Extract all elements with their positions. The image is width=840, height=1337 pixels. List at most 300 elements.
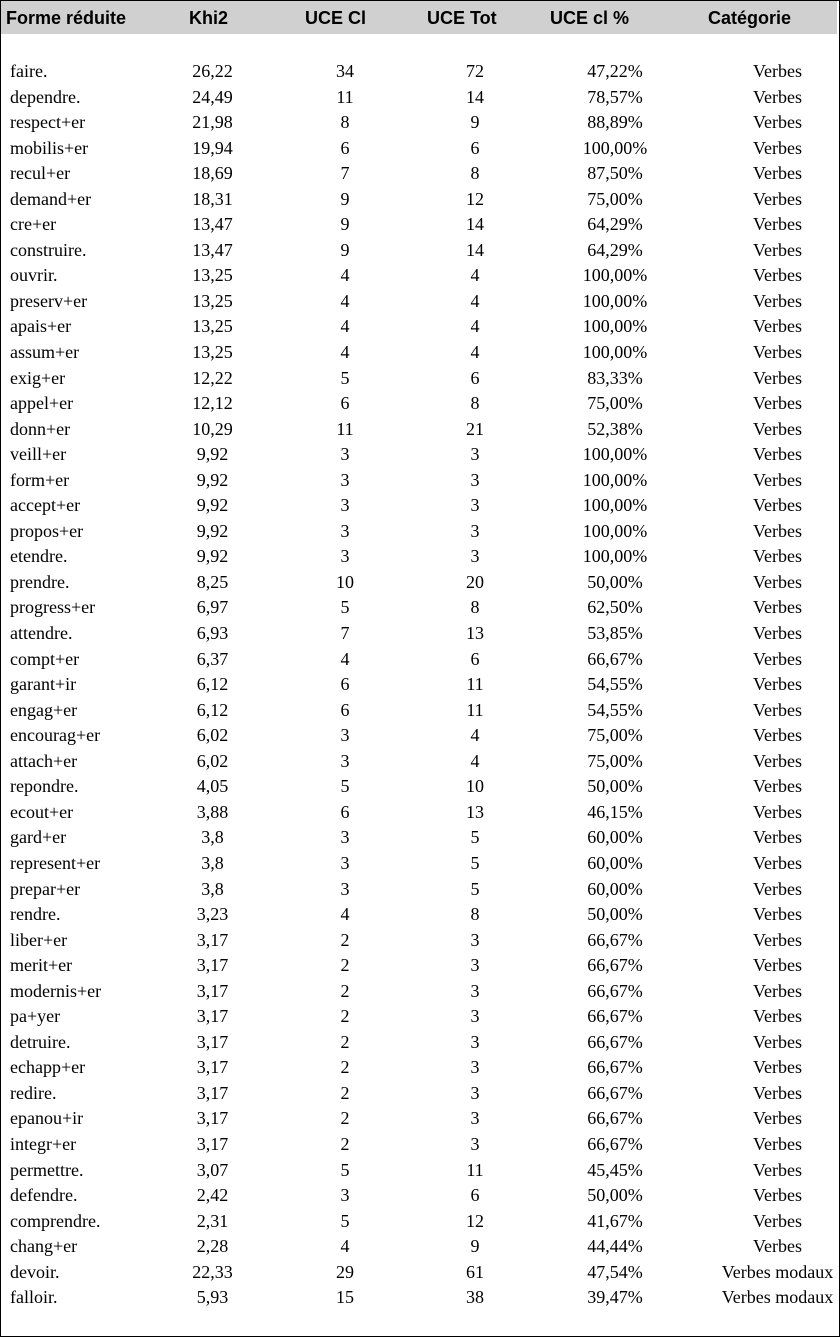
cell-khi2: 9,92 [196,495,229,516]
cell-uce-tot: 4 [470,342,480,363]
cell-khi2: 3,17 [196,1006,229,1027]
table-row [0,391,840,417]
cell-forme: form+er [10,469,70,490]
cell-categorie: Verbes [753,137,802,158]
cell-uce-cl-pct: 83,33% [587,367,643,388]
cell-categorie: Verbes [753,342,802,363]
table-row [0,1132,840,1158]
cell-categorie: Verbes [753,597,802,618]
cell-uce-cl: 4 [340,265,350,286]
cell-khi2: 3,07 [196,1159,229,1180]
table-row [0,314,840,340]
cell-uce-tot: 11 [466,699,484,720]
cell-forme: recul+er [10,163,71,184]
cell-khi2: 6,12 [196,699,229,720]
cell-uce-cl-pct: 60,00% [587,852,643,873]
cell-uce-tot: 3 [470,1006,480,1027]
cell-forme: veill+er [10,444,67,465]
cell-categorie: Verbes [753,750,802,771]
cell-forme: chang+er [10,1236,78,1257]
cell-uce-cl: 6 [340,801,350,822]
cell-categorie: Verbes [753,214,802,235]
cell-uce-cl-pct: 100,00% [582,342,648,363]
cell-uce-cl-pct: 66,67% [587,1082,643,1103]
header-categorie: Catégorie [708,8,792,28]
cell-uce-cl-pct: 66,67% [587,929,643,950]
cell-forme: encourag+er [10,725,101,746]
cell-uce-cl-pct: 100,00% [582,495,648,516]
cell-khi2: 22,33 [192,1261,233,1282]
table-row [0,161,840,187]
table-row [0,647,840,673]
cell-uce-tot: 5 [470,852,480,873]
cell-uce-cl: 4 [340,290,350,311]
table-row [0,825,840,851]
cell-forme: construire. [10,239,87,260]
cell-categorie: Verbes [753,367,802,388]
cell-uce-cl: 6 [340,674,350,695]
cell-categorie: Verbes [753,852,802,873]
cell-categorie: Verbes [753,904,802,925]
cell-categorie: Verbes [753,1236,802,1257]
cell-forme: preserv+er [10,290,88,311]
cell-categorie: Verbes [753,699,802,720]
cell-forme: ouvrir. [10,265,58,286]
cell-khi2: 3,8 [201,852,224,873]
cell-khi2: 3,17 [196,1031,229,1052]
cell-categorie: Verbes [753,725,802,746]
cell-khi2: 13,47 [192,239,233,260]
cell-uce-cl-pct: 66,67% [587,1031,643,1052]
cell-categorie: Verbes [753,980,802,1001]
cell-uce-tot: 4 [470,290,480,311]
cell-uce-tot: 8 [470,597,480,618]
cell-categorie: Verbes [753,1185,802,1206]
table-row [0,1260,840,1286]
table-row [0,1055,840,1081]
cell-khi2: 2,42 [196,1185,229,1206]
cell-uce-tot: 6 [470,648,480,669]
cell-categorie: Verbes [753,878,802,899]
table-row [0,442,840,468]
cell-uce-cl: 5 [340,776,350,797]
cell-categorie: Verbes modaux [721,1287,834,1308]
header-uce-cl: UCE Cl [305,8,367,28]
table-row [0,698,840,724]
cell-uce-cl: 3 [340,546,350,567]
cell-categorie: Verbes [753,776,802,797]
cell-forme: assum+er [10,342,80,363]
data-table [0,59,840,1311]
cell-khi2: 13,25 [192,316,233,337]
cell-uce-tot: 11 [466,674,484,695]
cell-uce-cl-pct: 66,67% [587,1006,643,1027]
table-row [0,366,840,392]
cell-uce-cl: 3 [340,878,350,899]
cell-forme: liber+er [10,929,68,950]
table-row [0,1158,840,1184]
cell-categorie: Verbes [753,1006,802,1027]
cell-forme: attendre. [10,623,73,644]
cell-uce-cl: 2 [340,1133,350,1154]
cell-forme: rendre. [10,904,61,925]
cell-uce-cl: 3 [340,725,350,746]
cell-uce-tot: 3 [470,469,480,490]
cell-categorie: Verbes [753,1133,802,1154]
cell-uce-cl-pct: 66,67% [587,1108,643,1129]
cell-khi2: 6,37 [196,648,229,669]
cell-forme: modernis+er [10,980,102,1001]
cell-khi2: 9,92 [196,469,229,490]
cell-uce-cl-pct: 100,00% [582,290,648,311]
cell-categorie: Verbes [753,86,802,107]
cell-categorie: Verbes [753,648,802,669]
cell-uce-tot: 6 [470,367,480,388]
cell-uce-tot: 5 [470,878,480,899]
cell-forme: garant+ir [10,674,77,695]
cell-khi2: 12,22 [192,367,233,388]
cell-forme: prepar+er [10,878,81,899]
cell-uce-cl-pct: 64,29% [587,214,643,235]
cell-categorie: Verbes [753,1210,802,1231]
cell-uce-tot: 13 [466,801,484,822]
cell-uce-tot: 14 [466,239,484,260]
cell-uce-cl: 3 [340,750,350,771]
cell-uce-cl: 9 [340,214,350,235]
cell-uce-cl: 6 [340,393,350,414]
table-row [0,544,840,570]
cell-forme: epanou+ir [10,1108,84,1129]
cell-uce-cl: 10 [336,571,354,592]
table-row [0,1081,840,1107]
cell-uce-cl-pct: 100,00% [582,316,648,337]
cell-categorie: Verbes [753,444,802,465]
table-row [0,800,840,826]
cell-khi2: 13,25 [192,342,233,363]
table-row [0,851,840,877]
cell-uce-tot: 3 [470,495,480,516]
cell-uce-tot: 12 [466,1210,484,1231]
cell-uce-tot: 9 [470,112,480,133]
cell-forme: exig+er [10,367,66,388]
table-row [0,749,840,775]
table-row [0,136,840,162]
cell-uce-cl: 4 [340,904,350,925]
cell-uce-tot: 8 [470,393,480,414]
cell-forme: prendre. [10,571,70,592]
cell-forme: gard+er [10,827,67,848]
cell-forme: devoir. [10,1261,60,1282]
cell-khi2: 6,02 [196,725,229,746]
cell-uce-tot: 4 [470,750,480,771]
cell-uce-cl-pct: 39,47% [587,1287,643,1308]
cell-khi2: 9,92 [196,444,229,465]
cell-categorie: Verbes [753,393,802,414]
cell-khi2: 3,23 [196,904,229,925]
cell-categorie: Verbes [753,61,802,81]
cell-forme: repondre. [10,776,79,797]
cell-uce-tot: 6 [470,1185,480,1206]
cell-uce-cl-pct: 44,44% [587,1236,643,1257]
cell-uce-tot: 3 [470,1108,480,1129]
cell-khi2: 9,92 [196,520,229,541]
cell-categorie: Verbes [753,112,802,133]
cell-categorie: Verbes [753,188,802,209]
table-row [0,877,840,903]
cell-uce-cl: 4 [340,316,350,337]
cell-khi2: 8,25 [196,571,229,592]
cell-uce-cl: 15 [336,1287,354,1308]
cell-uce-cl: 4 [340,648,350,669]
cell-uce-cl-pct: 60,00% [587,827,643,848]
cell-forme: compt+er [10,648,80,669]
cell-uce-tot: 3 [470,546,480,567]
cell-forme: echapp+er [10,1057,86,1078]
table-row [0,723,840,749]
table-row [0,417,840,443]
cell-uce-cl-pct: 100,00% [582,265,648,286]
table-row [0,110,840,136]
cell-khi2: 3,88 [196,801,229,822]
cell-uce-cl-pct: 50,00% [587,904,643,925]
cell-categorie: Verbes [753,520,802,541]
cell-uce-tot: 4 [470,265,480,286]
cell-uce-tot: 3 [470,1133,480,1154]
header-forme-reduite: Forme réduite [6,8,127,28]
cell-uce-cl: 4 [340,1236,350,1257]
table-row [0,85,840,111]
table-row [0,289,840,315]
cell-uce-tot: 3 [470,1082,480,1103]
cell-forme: faire. [10,61,48,81]
table-row [0,570,840,596]
cell-uce-tot: 3 [470,980,480,1001]
cell-forme: comprendre. [10,1210,101,1231]
cell-khi2: 19,94 [192,137,233,158]
cell-uce-tot: 21 [466,418,484,439]
cell-khi2: 2,31 [196,1210,229,1231]
cell-khi2: 3,8 [201,878,224,899]
cell-khi2: 21,98 [192,112,233,133]
cell-categorie: Verbes [753,469,802,490]
cell-categorie: Verbes [753,955,802,976]
cell-categorie: Verbes [753,571,802,592]
cell-categorie: Verbes [753,418,802,439]
table-row [0,212,840,238]
cell-uce-tot: 5 [470,827,480,848]
cell-khi2: 3,17 [196,980,229,1001]
cell-forme: progress+er [10,597,96,618]
cell-khi2: 3,17 [196,1108,229,1129]
cell-khi2: 3,17 [196,1057,229,1078]
cell-uce-cl-pct: 100,00% [582,469,648,490]
cell-uce-tot: 13 [466,623,484,644]
table-row [0,1183,840,1209]
cell-khi2: 3,8 [201,827,224,848]
cell-khi2: 5,93 [196,1287,229,1308]
cell-uce-tot: 4 [470,725,480,746]
cell-uce-cl-pct: 54,55% [587,699,643,720]
cell-uce-tot: 9 [470,1236,480,1257]
cell-uce-cl: 2 [340,1031,350,1052]
cell-khi2: 3,17 [196,1082,229,1103]
cell-uce-tot: 8 [470,904,480,925]
table-row [0,1106,840,1132]
cell-uce-cl-pct: 75,00% [587,725,643,746]
cell-khi2: 24,49 [192,86,233,107]
table-row [0,902,840,928]
cell-uce-tot: 20 [466,571,484,592]
cell-uce-tot: 72 [466,61,484,81]
cell-categorie: Verbes [753,265,802,286]
table-row [0,1234,840,1260]
cell-forme: falloir. [10,1287,58,1308]
cell-categorie: Verbes [753,1159,802,1180]
cell-uce-cl-pct: 53,85% [587,623,643,644]
cell-uce-cl-pct: 50,00% [587,776,643,797]
cell-uce-cl-pct: 66,67% [587,955,643,976]
table-row [0,595,840,621]
cell-khi2: 13,25 [192,265,233,286]
cell-forme: permettre. [10,1159,84,1180]
cell-khi2: 26,22 [192,61,233,81]
cell-categorie: Verbes [753,1031,802,1052]
header-uce-tot: UCE Tot [427,8,497,28]
cell-uce-tot: 11 [466,1159,484,1180]
cell-forme: attach+er [10,750,78,771]
cell-forme: appel+er [10,393,74,414]
cell-uce-cl: 3 [340,495,350,516]
table-row [0,493,840,519]
cell-uce-cl: 9 [340,239,350,260]
cell-forme: merit+er [10,955,73,976]
cell-uce-cl: 3 [340,444,350,465]
cell-uce-cl: 5 [340,367,350,388]
cell-uce-tot: 61 [466,1261,484,1282]
table-row [0,928,840,954]
cell-uce-cl-pct: 100,00% [582,444,648,465]
cell-uce-cl: 29 [336,1261,354,1282]
cell-forme: redire. [10,1082,57,1103]
cell-uce-cl-pct: 46,15% [587,801,643,822]
cell-khi2: 10,29 [192,418,233,439]
cell-categorie: Verbes [753,239,802,260]
cell-uce-cl: 4 [340,342,350,363]
cell-uce-cl-pct: 100,00% [582,520,648,541]
cell-forme: propos+er [10,520,84,541]
cell-uce-tot: 4 [470,316,480,337]
cell-uce-cl-pct: 75,00% [587,393,643,414]
cell-uce-cl-pct: 41,67% [587,1210,643,1231]
cell-categorie: Verbes [753,290,802,311]
cell-uce-cl: 3 [340,852,350,873]
cell-uce-cl: 11 [336,86,354,107]
cell-khi2: 18,69 [192,163,233,184]
cell-categorie: Verbes [753,163,802,184]
cell-uce-cl-pct: 50,00% [587,1185,643,1206]
cell-uce-tot: 3 [470,1031,480,1052]
cell-uce-cl-pct: 66,67% [587,1057,643,1078]
cell-uce-cl-pct: 52,38% [587,418,643,439]
cell-uce-cl: 2 [340,929,350,950]
cell-categorie: Verbes [753,316,802,337]
table-row [0,1209,840,1235]
cell-uce-cl-pct: 87,50% [587,163,643,184]
cell-forme: demand+er [10,188,92,209]
table-row [0,59,840,85]
cell-uce-cl-pct: 50,00% [587,571,643,592]
table-row [0,774,840,800]
cell-forme: ecout+er [10,801,74,822]
cell-forme: respect+er [10,112,86,133]
cell-uce-cl: 2 [340,1082,350,1103]
cell-uce-cl: 11 [336,418,354,439]
cell-uce-tot: 3 [470,1057,480,1078]
cell-uce-cl: 34 [336,61,354,81]
cell-uce-tot: 12 [466,188,484,209]
table-row [0,953,840,979]
table-row [0,1285,840,1311]
cell-forme: integr+er [10,1133,77,1154]
cell-categorie: Verbes [753,546,802,567]
cell-khi2: 13,25 [192,290,233,311]
cell-uce-tot: 8 [470,163,480,184]
cell-uce-cl: 5 [340,597,350,618]
cell-forme: dependre. [10,86,81,107]
cell-uce-cl-pct: 78,57% [587,86,643,107]
cell-uce-cl-pct: 60,00% [587,878,643,899]
cell-uce-cl-pct: 45,45% [587,1159,643,1180]
table-row [0,979,840,1005]
cell-khi2: 6,12 [196,674,229,695]
cell-uce-cl-pct: 66,67% [587,980,643,1001]
cell-uce-cl-pct: 47,54% [587,1261,643,1282]
table-row [0,1004,840,1030]
cell-forme: apais+er [10,316,72,337]
cell-categorie: Verbes [753,495,802,516]
cell-khi2: 2,28 [196,1236,229,1257]
cell-uce-cl-pct: 75,00% [587,188,643,209]
cell-categorie: Verbes [753,623,802,644]
cell-uce-cl: 5 [340,1159,350,1180]
cell-uce-cl: 8 [340,112,350,133]
cell-khi2: 3,17 [196,929,229,950]
cell-uce-cl: 2 [340,955,350,976]
cell-khi2: 12,12 [192,393,233,414]
cell-uce-tot: 3 [470,929,480,950]
cell-khi2: 4,05 [196,776,229,797]
cell-forme: detruire. [10,1031,71,1052]
cell-khi2: 9,92 [196,546,229,567]
cell-categorie: Verbes [753,801,802,822]
cell-uce-cl: 3 [340,469,350,490]
cell-categorie: Verbes [753,827,802,848]
cell-uce-cl: 2 [340,1057,350,1078]
table-row [0,621,840,647]
cell-uce-cl-pct: 75,00% [587,750,643,771]
cell-forme: pa+yer [10,1006,61,1027]
table-row [0,672,840,698]
cell-categorie: Verbes [753,1057,802,1078]
cell-forme: donn+er [10,418,71,439]
cell-uce-cl-pct: 47,22% [587,61,643,81]
cell-categorie: Verbes [753,929,802,950]
cell-forme: etendre. [10,546,68,567]
cell-uce-cl-pct: 54,55% [587,674,643,695]
header-uce-cl-pct: UCE cl % [550,8,630,28]
cell-uce-cl: 2 [340,1108,350,1129]
cell-categorie: Verbes modaux [721,1261,834,1282]
